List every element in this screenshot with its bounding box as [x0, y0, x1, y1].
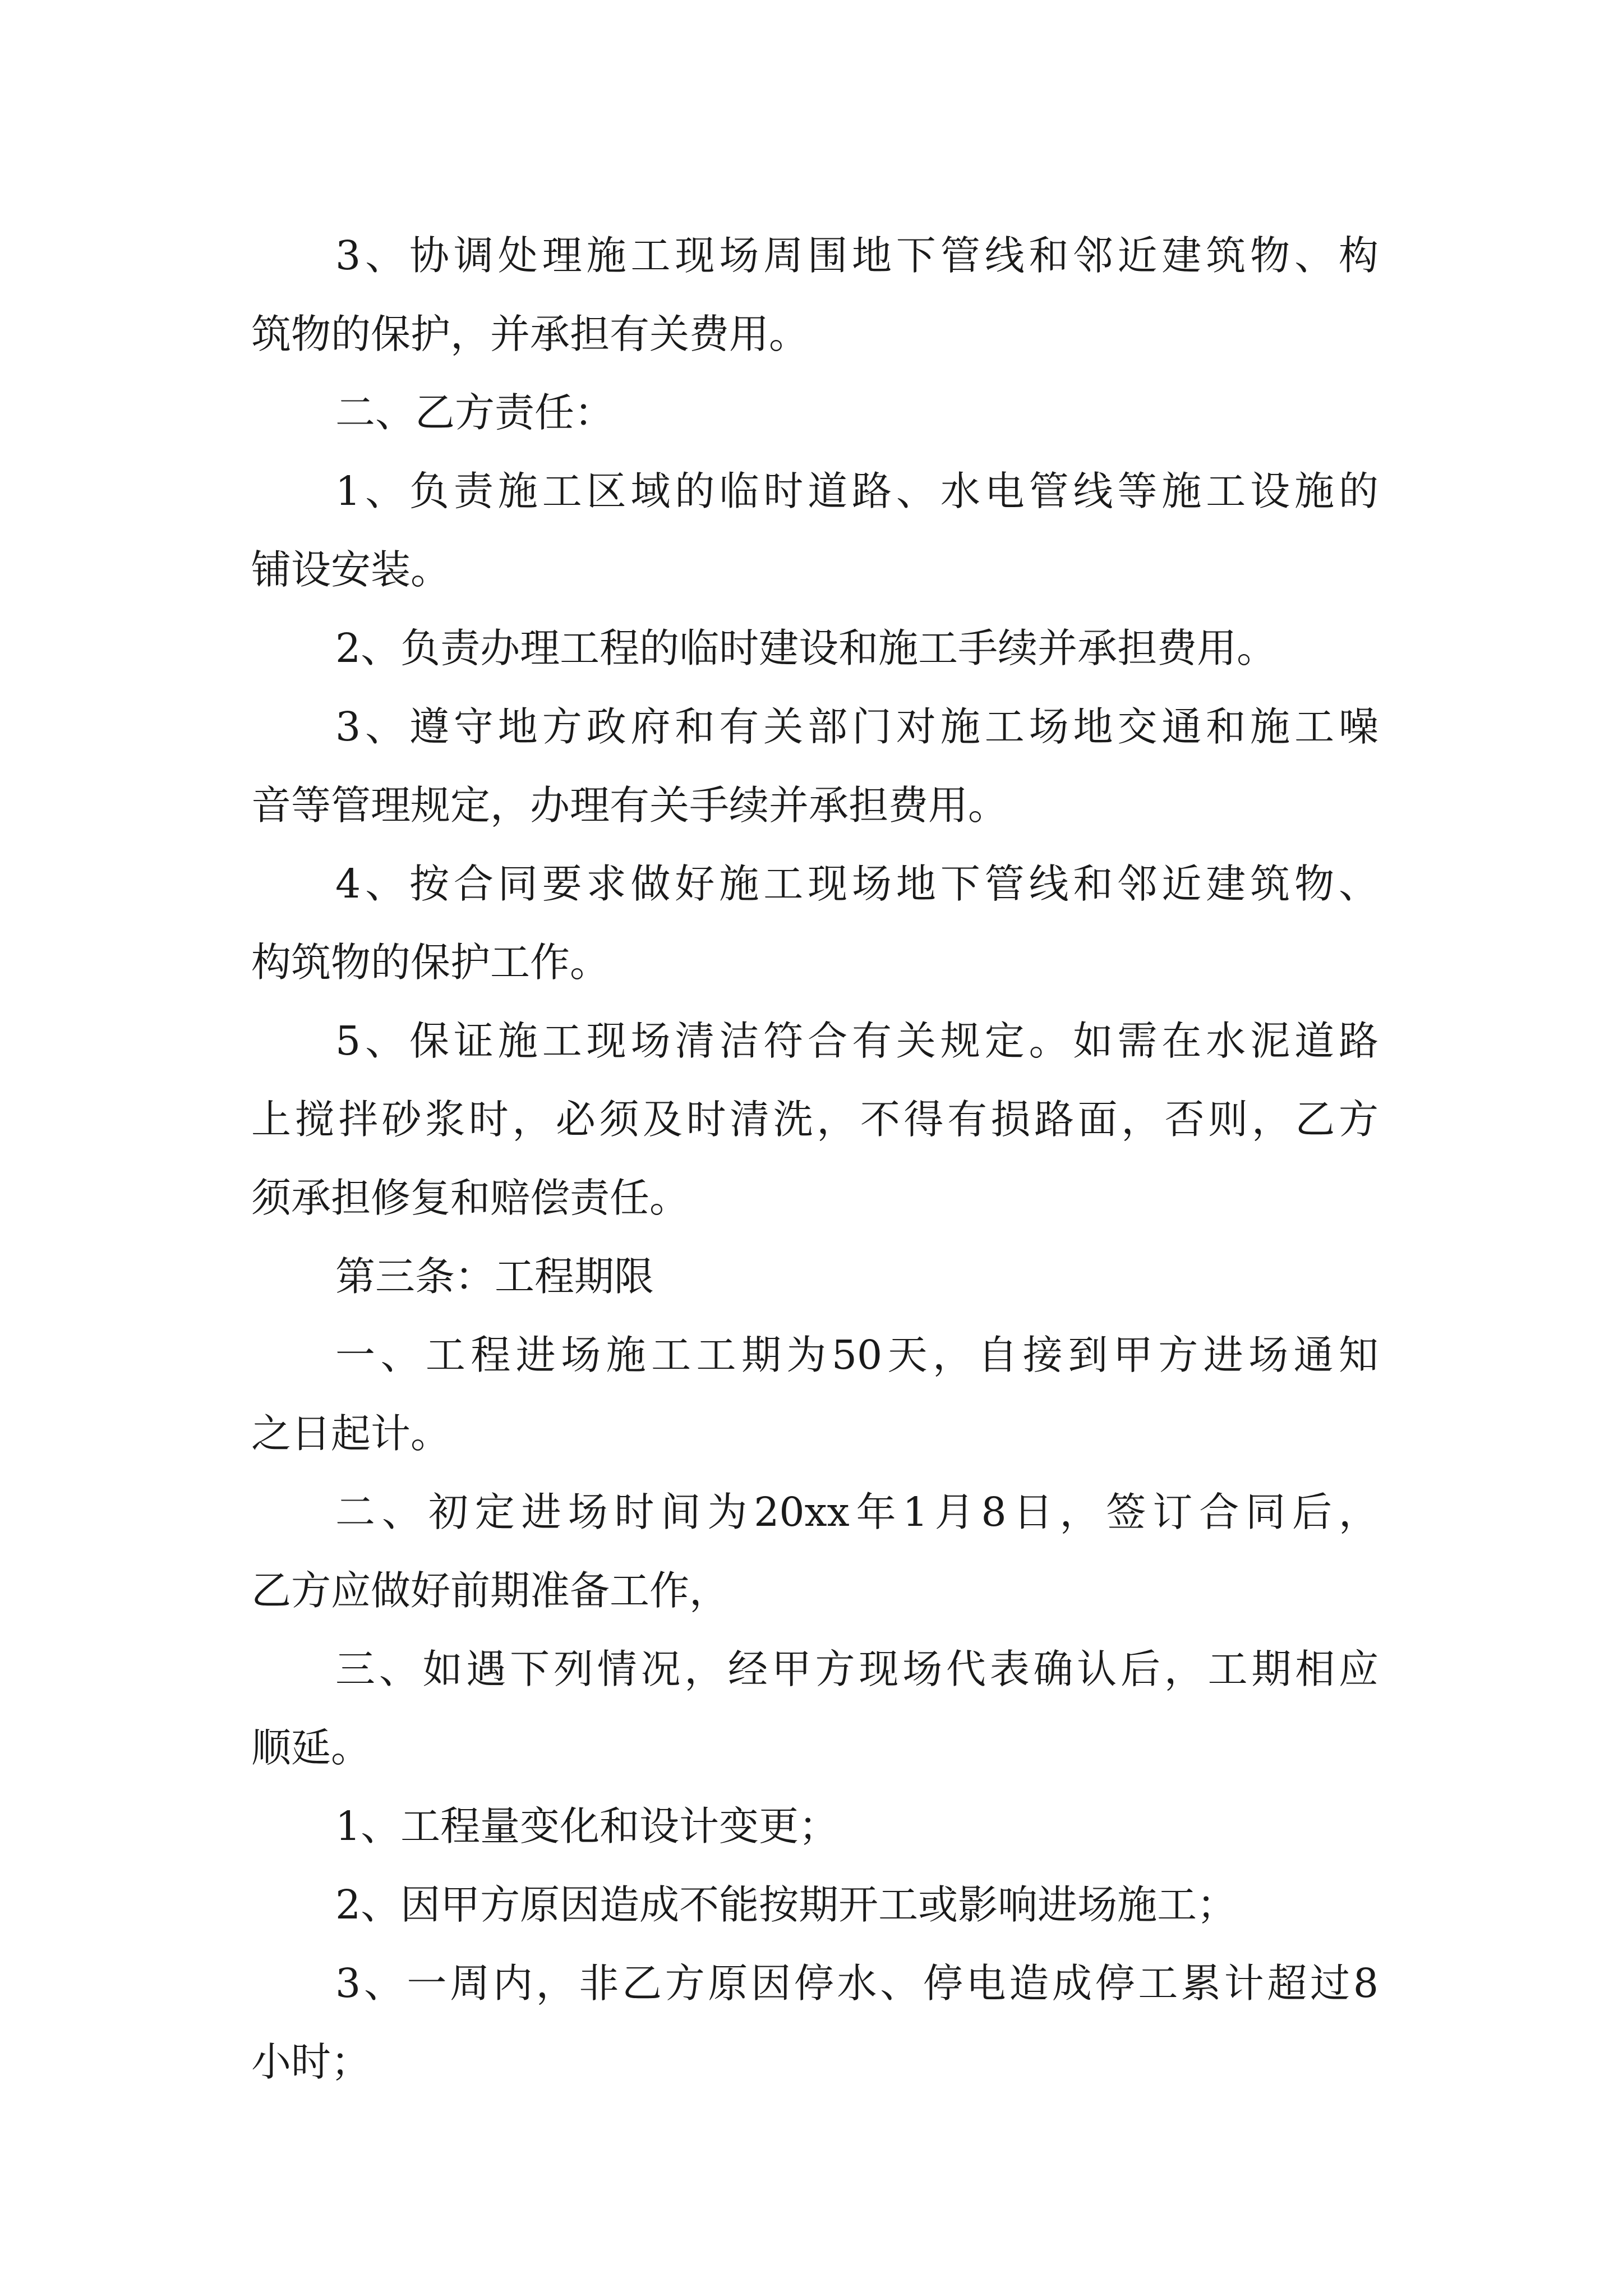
text-line: 三、如遇下列情况，经甲方现场代表确认后，工期相应	[335, 1646, 1378, 1692]
text-line: 5、保证施工现场清洁符合有关规定。如需在水泥道路	[335, 1018, 1378, 1064]
text-line: 上搅拌砂浆时，必须及时清洗，不得有损路面，否则，乙方	[251, 1096, 1378, 1143]
text-line: 铺设安装。	[251, 546, 451, 593]
text-line: 之日起计。	[251, 1410, 451, 1457]
text-line: 2、负责办理工程的临时建设和施工手续并承担费用。	[335, 625, 1277, 671]
text-line: 3、协调处理施工现场周围地下管线和邻近建筑物、构	[335, 232, 1378, 279]
text-line: 一、工程进场施工工期为50天，自接到甲方进场通知	[335, 1332, 1378, 1378]
text-line: 二、初定进场时间为20xx年1月8日，签订合同后，	[335, 1489, 1378, 1535]
text-line: 3、遵守地方政府和有关部门对施工场地交通和施工噪	[335, 703, 1378, 750]
text-line: 小时；	[251, 2039, 371, 2085]
text-line: 音等管理规定，办理有关手续并承担费用。	[251, 782, 1008, 829]
text-line: 3、一周内，非乙方原因停水、停电造成停工累计超过8	[335, 1960, 1378, 2007]
section-heading: 第三条：工程期限	[335, 1253, 654, 1300]
text-line: 1、工程量变化和设计变更；	[335, 1803, 839, 1849]
text-line: 须承担修复和赔偿责任。	[251, 1175, 690, 1221]
text-line: 构筑物的保护工作。	[251, 939, 610, 986]
text-line: 4、按合同要求做好施工现场地下管线和邻近建筑物、	[335, 861, 1378, 907]
text-line: 顺延。	[251, 1724, 371, 1771]
text-line: 筑物的保护，并承担有关费用。	[251, 311, 809, 357]
text-line: 1、负责施工区域的临时道路、水电管线等施工设施的	[335, 468, 1378, 514]
text-line: 2、因甲方原因造成不能按期开工或影响进场施工；	[335, 1881, 1237, 1928]
text-line: 乙方应做好前期准备工作，	[251, 1567, 730, 1614]
section-heading: 二、乙方责任：	[335, 389, 615, 436]
